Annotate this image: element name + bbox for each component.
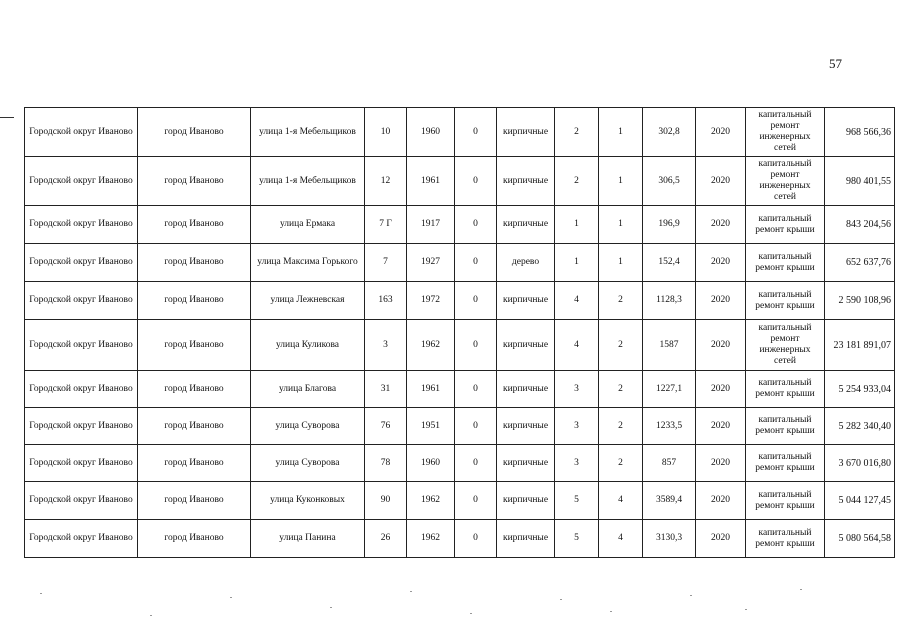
district-cell: Городской округ Иваново [25, 244, 138, 282]
work-cell: капитальный ремонт инженерных сетей [746, 157, 825, 206]
floors-cell: 4 [555, 282, 599, 320]
flag-cell: 0 [455, 371, 497, 408]
entrances-cell: 1 [599, 157, 643, 206]
district-cell: Городской округ Иваново [25, 482, 138, 520]
work-cell: капитальный ремонт инженерных сетей [746, 320, 825, 371]
floors-cell: 3 [555, 445, 599, 482]
floors-cell: 1 [555, 206, 599, 244]
cost-cell: 652 637,76 [825, 244, 895, 282]
city-cell: город Иваново [138, 482, 251, 520]
house-cell: 31 [365, 371, 407, 408]
year-cell: 1961 [407, 157, 455, 206]
flag-cell: 0 [455, 157, 497, 206]
city-cell: город Иваново [138, 445, 251, 482]
area-cell: 857 [643, 445, 696, 482]
district-cell: Городской округ Иваново [25, 320, 138, 371]
floors-cell: 1 [555, 244, 599, 282]
work-cell: капитальный ремонт крыши [746, 482, 825, 520]
plan-year-cell: 2020 [696, 157, 746, 206]
district-cell: Городской округ Иваново [25, 157, 138, 206]
work-cell: капитальный ремонт крыши [746, 371, 825, 408]
house-cell: 7 [365, 244, 407, 282]
flag-cell: 0 [455, 108, 497, 157]
flag-cell: 0 [455, 244, 497, 282]
floors-cell: 2 [555, 108, 599, 157]
entrances-cell: 1 [599, 244, 643, 282]
flag-cell: 0 [455, 206, 497, 244]
cost-cell: 980 401,55 [825, 157, 895, 206]
year-cell: 1962 [407, 520, 455, 558]
material-cell: кирпичные [497, 108, 555, 157]
entrances-cell: 2 [599, 408, 643, 445]
entrances-cell: 1 [599, 108, 643, 157]
district-cell: Городской округ Иваново [25, 371, 138, 408]
table-row [25, 108, 895, 157]
flag-cell: 0 [455, 282, 497, 320]
street-cell: улица Суворова [251, 445, 365, 482]
work-cell: капитальный ремонт инженерных сетей [746, 108, 825, 157]
scan-noise [0, 585, 905, 635]
material-cell: кирпичные [497, 520, 555, 558]
street-cell: улица 1-я Мебельщиков [251, 108, 365, 157]
year-cell: 1972 [407, 282, 455, 320]
plan-year-cell: 2020 [696, 482, 746, 520]
flag-cell: 0 [455, 520, 497, 558]
street-cell: улица Благова [251, 371, 365, 408]
year-cell: 1951 [407, 408, 455, 445]
city-cell: город Иваново [138, 108, 251, 157]
work-cell: капитальный ремонт крыши [746, 445, 825, 482]
flag-cell: 0 [455, 445, 497, 482]
plan-year-cell: 2020 [696, 108, 746, 157]
entrances-cell: 2 [599, 371, 643, 408]
street-cell: улица Куликова [251, 320, 365, 371]
cost-cell: 5 254 933,04 [825, 371, 895, 408]
entrances-cell: 2 [599, 445, 643, 482]
city-cell: город Иваново [138, 244, 251, 282]
year-cell: 1961 [407, 371, 455, 408]
district-cell: Городской округ Иваново [25, 206, 138, 244]
city-cell: город Иваново [138, 157, 251, 206]
work-cell: капитальный ремонт крыши [746, 282, 825, 320]
entrances-cell: 2 [599, 282, 643, 320]
floors-cell: 5 [555, 482, 599, 520]
table-row [25, 206, 895, 244]
street-cell: улица Лежневская [251, 282, 365, 320]
material-cell: кирпичные [497, 445, 555, 482]
material-cell: кирпичные [497, 206, 555, 244]
area-cell: 3130,3 [643, 520, 696, 558]
table-row [25, 320, 895, 371]
street-cell: улица Максима Горького [251, 244, 365, 282]
floors-cell: 3 [555, 408, 599, 445]
district-cell: Городской округ Иваново [25, 445, 138, 482]
table-row [25, 282, 895, 320]
plan-year-cell: 2020 [696, 320, 746, 371]
city-cell: город Иваново [138, 371, 251, 408]
plan-year-cell: 2020 [696, 408, 746, 445]
cost-cell: 5 080 564,58 [825, 520, 895, 558]
material-cell: кирпичные [497, 157, 555, 206]
material-cell: кирпичные [497, 408, 555, 445]
margin-mark [0, 117, 14, 118]
plan-year-cell: 2020 [696, 282, 746, 320]
floors-cell: 5 [555, 520, 599, 558]
material-cell: дерево [497, 244, 555, 282]
year-cell: 1927 [407, 244, 455, 282]
house-cell: 163 [365, 282, 407, 320]
cost-cell: 5 044 127,45 [825, 482, 895, 520]
cost-cell: 2 590 108,96 [825, 282, 895, 320]
house-cell: 12 [365, 157, 407, 206]
table-row [25, 408, 895, 445]
area-cell: 306,5 [643, 157, 696, 206]
flag-cell: 0 [455, 320, 497, 371]
material-cell: кирпичные [497, 282, 555, 320]
street-cell: улица Ермака [251, 206, 365, 244]
area-cell: 1227,1 [643, 371, 696, 408]
house-cell: 78 [365, 445, 407, 482]
district-cell: Городской округ Иваново [25, 108, 138, 157]
area-cell: 1128,3 [643, 282, 696, 320]
plan-year-cell: 2020 [696, 244, 746, 282]
street-cell: улица Панина [251, 520, 365, 558]
district-cell: Городской округ Иваново [25, 520, 138, 558]
street-cell: улица 1-я Мебельщиков [251, 157, 365, 206]
year-cell: 1917 [407, 206, 455, 244]
material-cell: кирпичные [497, 371, 555, 408]
plan-year-cell: 2020 [696, 445, 746, 482]
material-cell: кирпичные [497, 482, 555, 520]
house-cell: 26 [365, 520, 407, 558]
work-cell: капитальный ремонт крыши [746, 206, 825, 244]
city-cell: город Иваново [138, 282, 251, 320]
year-cell: 1962 [407, 320, 455, 371]
page-number: 57 [829, 56, 842, 71]
floors-cell: 4 [555, 320, 599, 371]
year-cell: 1960 [407, 108, 455, 157]
material-cell: кирпичные [497, 320, 555, 371]
area-cell: 3589,4 [643, 482, 696, 520]
work-cell: капитальный ремонт крыши [746, 520, 825, 558]
area-cell: 196,9 [643, 206, 696, 244]
house-cell: 90 [365, 482, 407, 520]
table-row [25, 482, 895, 520]
area-cell: 302,8 [643, 108, 696, 157]
plan-year-cell: 2020 [696, 520, 746, 558]
house-cell: 7 Г [365, 206, 407, 244]
street-cell: улица Куконковых [251, 482, 365, 520]
work-cell: капитальный ремонт крыши [746, 408, 825, 445]
street-cell: улица Суворова [251, 408, 365, 445]
flag-cell: 0 [455, 408, 497, 445]
district-cell: Городской округ Иваново [25, 282, 138, 320]
table-row [25, 371, 895, 408]
floors-cell: 3 [555, 371, 599, 408]
work-cell: капитальный ремонт крыши [746, 244, 825, 282]
area-cell: 152,4 [643, 244, 696, 282]
city-cell: город Иваново [138, 408, 251, 445]
cost-cell: 5 282 340,40 [825, 408, 895, 445]
table-row [25, 520, 895, 558]
year-cell: 1960 [407, 445, 455, 482]
cost-cell: 3 670 016,80 [825, 445, 895, 482]
city-cell: город Иваново [138, 206, 251, 244]
house-cell: 10 [365, 108, 407, 157]
table-row [25, 244, 895, 282]
housing-repair-table [24, 107, 895, 558]
entrances-cell: 4 [599, 520, 643, 558]
city-cell: город Иваново [138, 320, 251, 371]
cost-cell: 968 566,36 [825, 108, 895, 157]
plan-year-cell: 2020 [696, 371, 746, 408]
city-cell: город Иваново [138, 520, 251, 558]
table-row [25, 157, 895, 206]
cost-cell: 843 204,56 [825, 206, 895, 244]
house-cell: 3 [365, 320, 407, 371]
area-cell: 1587 [643, 320, 696, 371]
table-row [25, 445, 895, 482]
district-cell: Городской округ Иваново [25, 408, 138, 445]
entrances-cell: 2 [599, 320, 643, 371]
flag-cell: 0 [455, 482, 497, 520]
year-cell: 1962 [407, 482, 455, 520]
plan-year-cell: 2020 [696, 206, 746, 244]
floors-cell: 2 [555, 157, 599, 206]
entrances-cell: 4 [599, 482, 643, 520]
entrances-cell: 1 [599, 206, 643, 244]
house-cell: 76 [365, 408, 407, 445]
area-cell: 1233,5 [643, 408, 696, 445]
cost-cell: 23 181 891,07 [825, 320, 895, 371]
